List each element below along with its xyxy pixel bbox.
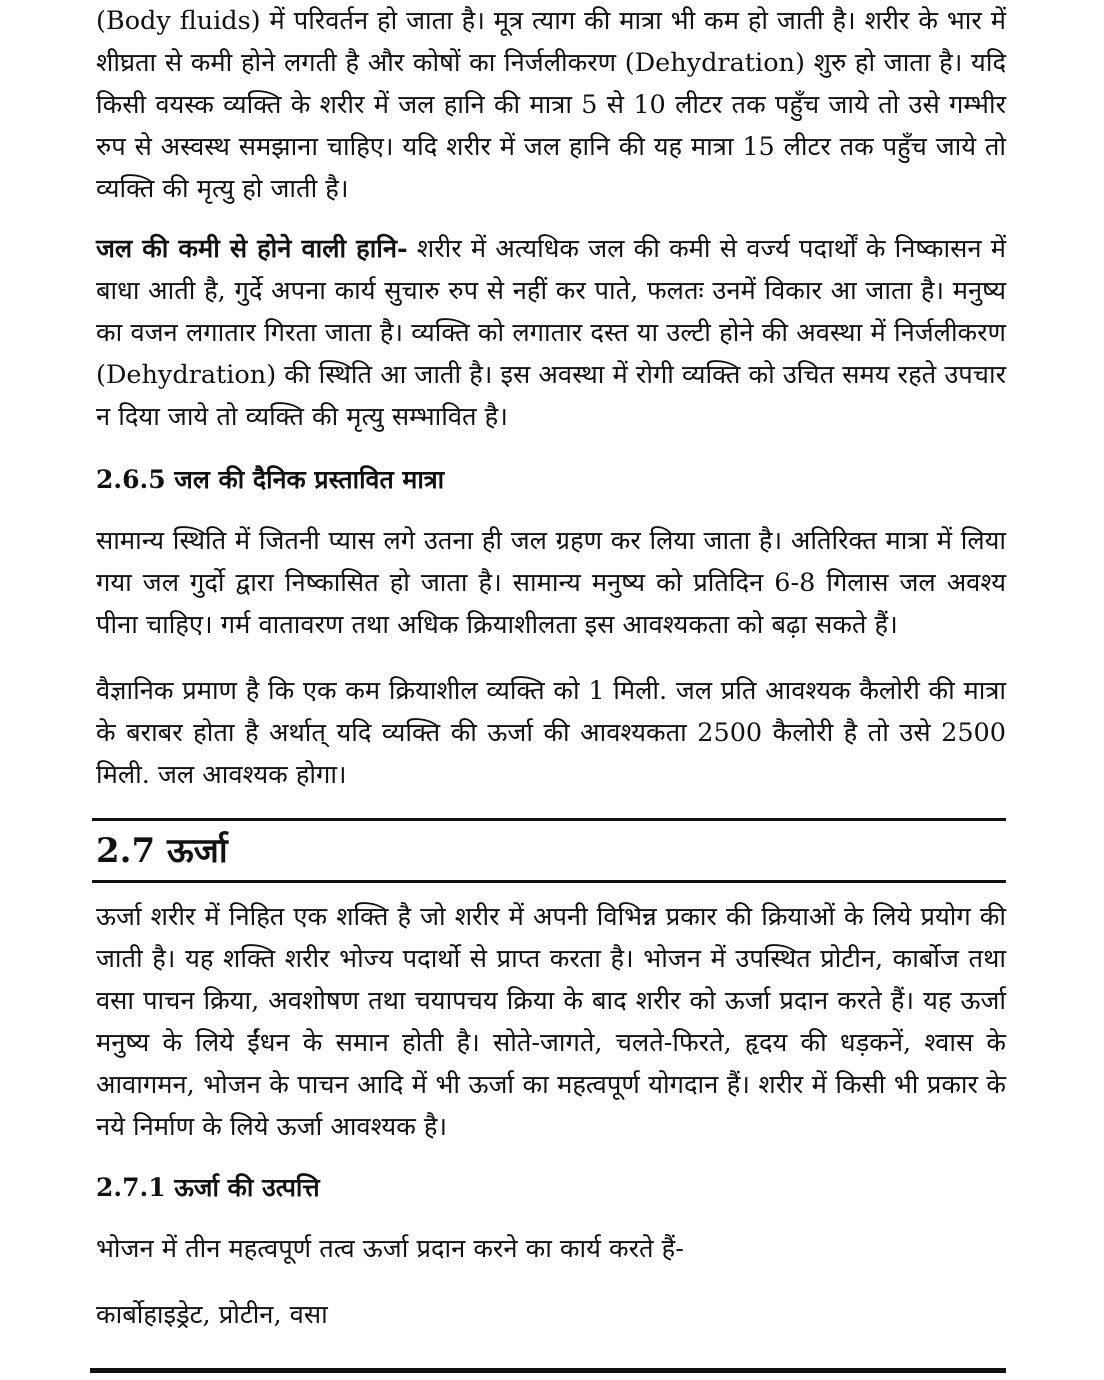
heading-bottom-rule <box>92 880 1006 883</box>
section-heading-2-6-5: 2.6.5 जल की दैनिक प्रस्तावित मात्रा <box>96 465 445 494</box>
paragraph-water-loss-text: शरीर में अत्यधिक जल की कमी से वर्ज्य पदार्थों के निष्कासन में बाधा आती है, गुर्दे अपना कार्य सुचारु रुप से नहीं कर पाते, फलतः उनमें विकार आ जाता है। मनुष्य का वजन लगातार गिरता जाता है। व्यक्ति को लगातार दस्त या उल्टी होने की अवस्था में निर्जलीकरण (Dehydration) की स्थिति आ जाती है। इस अवस्था में रोगी व्यक्ति को उचित समय रहते उपचार न दिया जाये तो व्यक्ति की मृत्यु सम्भावित है। <box>96 234 1006 432</box>
paragraph-lead-heading: जल की कमी से होने वाली हानि- <box>96 234 408 264</box>
paragraph-nutrient-list: कार्बोहाइड्रेट, प्रोटीन, वसा <box>96 1300 328 1330</box>
paragraph-daily-water: सामान्य स्थिति में जितनी प्यास लगे उतना ही जल ग्रहण कर लिया जाता है। अतिरिक्त मात्रा में लिया गया जल गुर्दो द्वारा निष्कासित हो जाता है। सामान्य मनुष्य को प्रतिदिन 6-8 गिलास जल अवश्य पीना चाहिए। गर्म वातावरण तथा अधिक क्रियाशीलता इस आवश्यकता को बढ़ा सकते हैं। <box>96 526 1006 640</box>
paragraph-energy: ऊर्जा शरीर में निहित एक शक्ति है जो शरीर में अपनी विभिन्न प्रकार की क्रियाओं के लिये प्रयोग की जाती है। यह शक्ति शरीर भोज्य पदार्थो से प्राप्त करता है। भोजन में उपस्थित प्रोटीन, कार्बोज तथा वसा पाचन क्रिया, अवशोषण तथा चयापचय क्रिया के बाद शरीर को ऊर्जा प्रदान करते हैं। यह ऊर्जा मनुष्य के लिये ईंधन के समान होती है। सोते-जागते, चलते-फिरते, हृदय की धड़कनें, श्वास के आवागमन, भोजन के पाचन आदि में भी ऊर्जा का महत्वपूर्ण योगदान हैं। शरीर में किसी भी प्रकार के नये निर्माण के लिये ऊर्जा आवश्यक है। <box>96 902 1006 1142</box>
heading-top-rule <box>92 818 1006 821</box>
section-heading-2-7-1: 2.7.1 ऊर्जा की उत्पत्ति <box>96 1173 320 1202</box>
section-heading-2-7: 2.7 ऊर्जा <box>96 831 228 871</box>
paragraph-water-loss-harm <box>96 228 1006 438</box>
paragraph-three-elements: भोजन में तीन महत्वपूर्ण तत्व ऊर्जा प्रदान करने का कार्य करते हैं- <box>96 1234 684 1264</box>
paragraph-scientific-proof: वैज्ञानिक प्रमाण है कि एक कम क्रियाशील व्यक्ति को 1 मिली. जल प्रति आवश्यक कैलोरी की मात्रा के बराबर होता है अर्थात् यदि व्यक्ति की ऊर्जा की आवश्यकता 2500 कैलोरी है तो उसे 2500 मिली. जल आवश्यक होगा। <box>96 676 1006 790</box>
paragraph-body-fluids: (Body fluids) में परिवर्तन हो जाता है। मूत्र त्याग की मात्रा भी कम हो जाती है। शरीर के भार में शीघ्रता से कमी होने लगती है और कोषों का निर्जलीकरण (Dehydration) शुरु हो जाता है। यदि किसी वयस्क व्यक्ति के शरीर में जल हानि की मात्रा 5 से 10 लीटर तक पहुँच जाये तो उसे गम्भीर रुप से अस्वस्थ समझाना चाहिए। यदि शरीर में जल हानि की यह मात्रा 15 लीटर तक पहुँच जाये तो व्यक्ति की मृत्यु हो जाती है। <box>96 6 1006 204</box>
page-footer-rule <box>90 1368 1006 1373</box>
